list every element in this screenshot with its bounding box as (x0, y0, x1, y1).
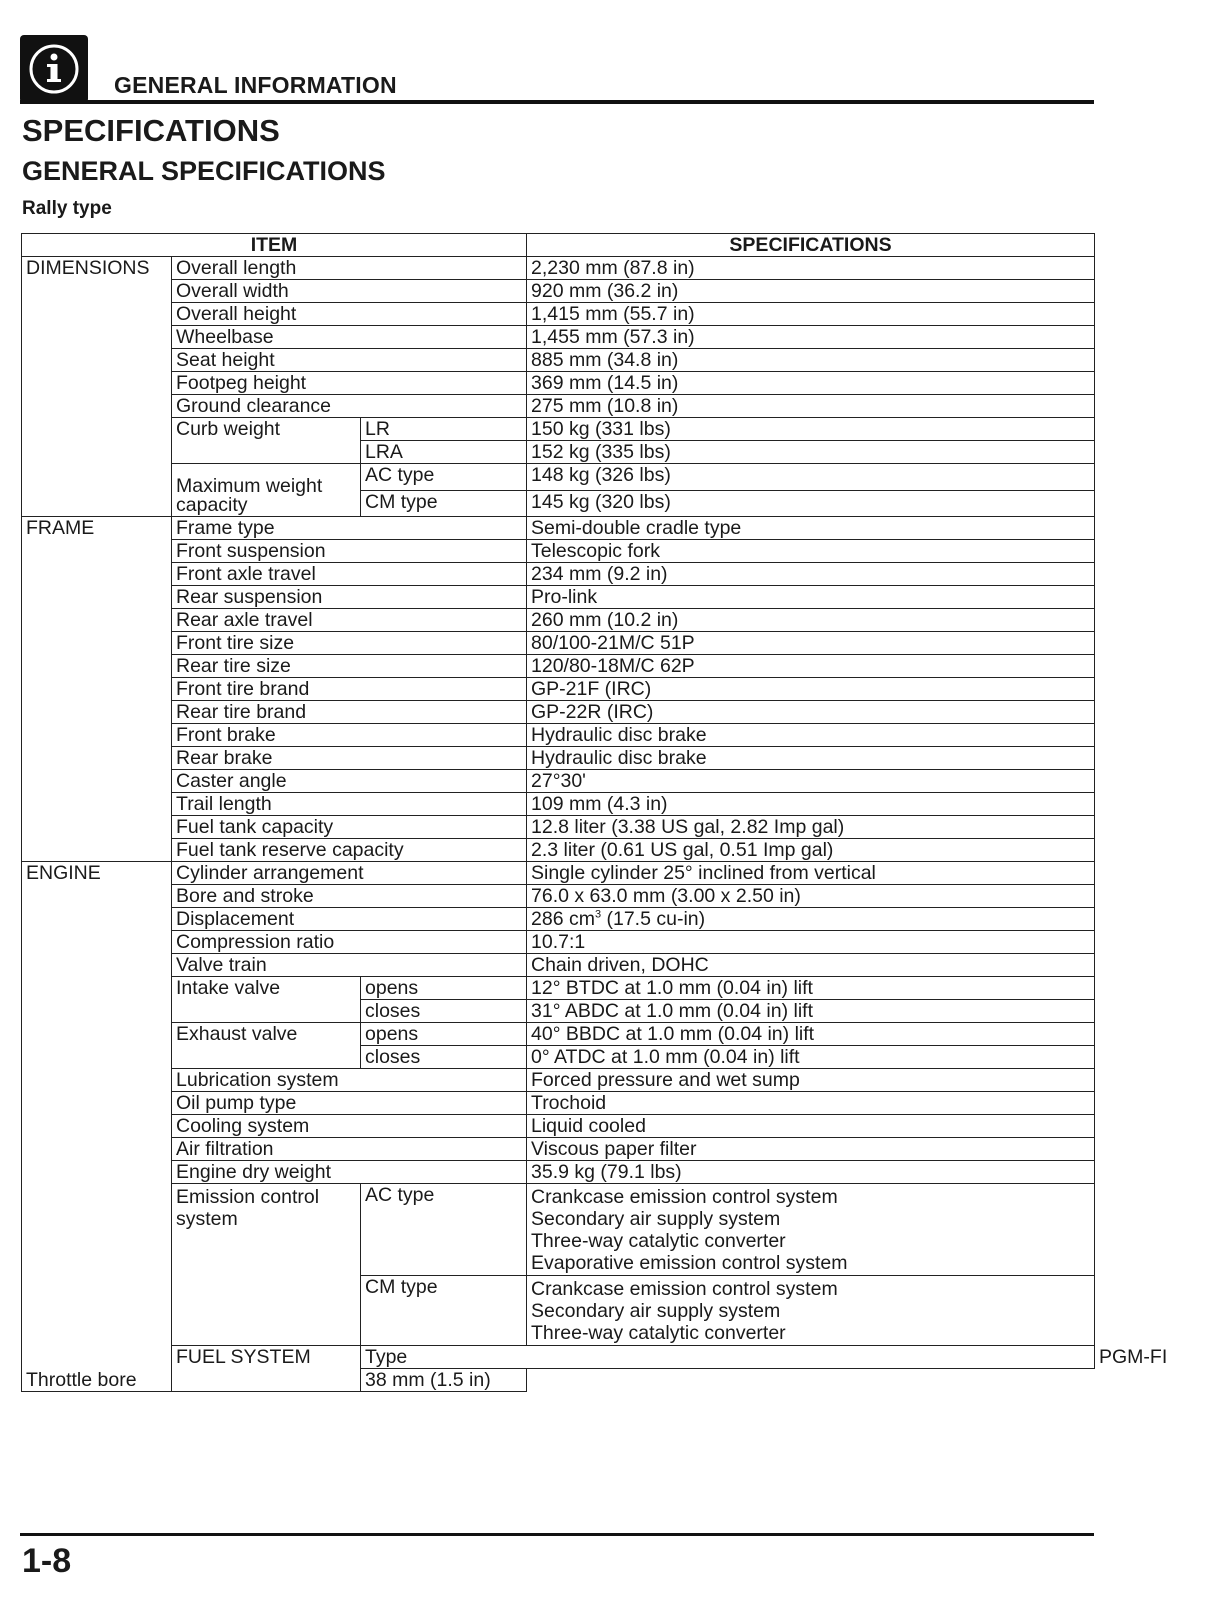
spec-value: Liquid cooled (527, 1115, 1095, 1138)
spec-value: 31° ABDC at 1.0 mm (0.04 in) lift (527, 1000, 1095, 1023)
spec-value: Trochoid (527, 1092, 1095, 1115)
spec-value: Hydraulic disc brake (527, 747, 1095, 770)
group-label: FRAME (22, 517, 172, 862)
superscript: 3 (594, 908, 602, 921)
table-row (22, 609, 1095, 632)
spec-value: 0° ATDC at 1.0 mm (0.04 in) lift (527, 1046, 1095, 1069)
variant-label: Rally type (22, 198, 112, 219)
specifications-table (21, 233, 1168, 1392)
header-rule (20, 100, 1094, 104)
sub-item-label: closes (361, 1046, 527, 1069)
spec-value: 120/80-18M/C 62P (527, 655, 1095, 678)
spec-value (527, 908, 1095, 931)
spec-value: Hydraulic disc brake (527, 724, 1095, 747)
spec-value: Semi-double cradle type (527, 517, 1095, 540)
spec-value-line: Evaporative emission control system (531, 1252, 848, 1274)
item-label: Overall height (172, 303, 527, 326)
table-row (22, 678, 1095, 701)
item-label: Engine dry weight (172, 1161, 527, 1184)
sub-item-label: LR (361, 418, 527, 441)
table-row (22, 540, 1095, 563)
spec-value: Chain driven, DOHC (527, 954, 1095, 977)
page-subtitle: GENERAL SPECIFICATIONS (22, 156, 386, 186)
table-row (22, 770, 1095, 793)
spec-value: 1,415 mm (55.7 in) (527, 303, 1095, 326)
spec-value: GP-21F (IRC) (527, 678, 1095, 701)
table-row (22, 1161, 1095, 1184)
sub-item-label: LRA (361, 441, 527, 464)
table-row (22, 977, 1095, 1000)
item-label-line: capacity (176, 494, 248, 516)
item-label (172, 1184, 361, 1346)
item-label: Front axle travel (172, 563, 527, 586)
spec-value (527, 1276, 1095, 1346)
item-label: Overall width (172, 280, 527, 303)
spec-value: 38 mm (1.5 in) (361, 1369, 527, 1392)
spec-value: 80/100-21M/C 51P (527, 632, 1095, 655)
item-label: Compression ratio (172, 931, 527, 954)
item-label-line: Emission control (176, 1186, 320, 1208)
sub-item-label: AC type (361, 1184, 527, 1276)
spec-value-line: Secondary air supply system (531, 1208, 781, 1230)
table-row (22, 586, 1095, 609)
spec-value: Viscous paper filter (527, 1138, 1095, 1161)
table-row (22, 816, 1095, 839)
table-row (22, 655, 1095, 678)
spec-value: 27°30' (527, 770, 1095, 793)
table-row (22, 1115, 1095, 1138)
item-label: Lubrication system (172, 1069, 527, 1092)
spec-value: 2.3 liter (0.61 US gal, 0.51 Imp gal) (527, 839, 1095, 862)
spec-value: 76.0 x 63.0 mm (3.00 x 2.50 in) (527, 885, 1095, 908)
item-label: Rear tire brand (172, 701, 527, 724)
table-row (22, 632, 1095, 655)
spec-value: 2,230 mm (87.8 in) (527, 257, 1095, 280)
spec-value: 234 mm (9.2 in) (527, 563, 1095, 586)
section-title: GENERAL INFORMATION (114, 72, 397, 98)
spec-value-text: (17.5 cu-in) (601, 908, 706, 930)
table-row (22, 464, 1095, 491)
item-label: Type (361, 1346, 1095, 1369)
item-label: Fuel tank reserve capacity (172, 839, 527, 862)
spec-value-line: Crankcase emission control system (531, 1278, 838, 1300)
spec-value-text: 286 cm (531, 908, 595, 930)
item-label-line: Maximum weight (176, 475, 323, 497)
table-row (22, 349, 1095, 372)
sub-item-label: CM type (361, 1276, 527, 1346)
table-row (22, 793, 1095, 816)
table-row (22, 954, 1095, 977)
table-row (22, 885, 1095, 908)
column-header-item: ITEM (22, 234, 527, 257)
spec-value: 145 kg (320 lbs) (527, 490, 1095, 517)
table-row (22, 1092, 1095, 1115)
spec-value: 148 kg (326 lbs) (527, 464, 1095, 491)
item-label: Bore and stroke (172, 885, 527, 908)
item-label: Wheelbase (172, 326, 527, 349)
table-row (22, 862, 1095, 885)
sub-item-label: opens (361, 1023, 527, 1046)
item-label: Front tire brand (172, 678, 527, 701)
spec-value: 920 mm (36.2 in) (527, 280, 1095, 303)
spec-value: 369 mm (14.5 in) (527, 372, 1095, 395)
spec-value: Forced pressure and wet sump (527, 1069, 1095, 1092)
table-header-row (22, 234, 1095, 257)
item-label: Front brake (172, 724, 527, 747)
item-label: Valve train (172, 954, 527, 977)
spec-value: Single cylinder 25° inclined from vertical (527, 862, 1095, 885)
spec-value-line: Secondary air supply system (531, 1300, 781, 1322)
spec-value: 10.7:1 (527, 931, 1095, 954)
item-label: Displacement (172, 908, 527, 931)
spec-value: 12° BTDC at 1.0 mm (0.04 in) lift (527, 977, 1095, 1000)
group-label: FUEL SYSTEM (172, 1346, 361, 1392)
item-label-line: system (176, 1208, 238, 1230)
item-label: Overall length (172, 257, 527, 280)
table-row (22, 395, 1095, 418)
sub-item-label: AC type (361, 464, 527, 491)
spec-value: Telescopic fork (527, 540, 1095, 563)
table-row (22, 931, 1095, 954)
item-label: Cylinder arrangement (172, 862, 527, 885)
table-row (22, 257, 1095, 280)
table-row (22, 280, 1095, 303)
spec-value (527, 1184, 1095, 1276)
item-label: Footpeg height (172, 372, 527, 395)
item-label: Cooling system (172, 1115, 527, 1138)
table-row (22, 517, 1095, 540)
table-row (22, 1023, 1095, 1046)
table-row (22, 1138, 1095, 1161)
item-label: Fuel tank capacity (172, 816, 527, 839)
item-label: Rear suspension (172, 586, 527, 609)
table-row (22, 724, 1095, 747)
spec-value-line: Three-way catalytic converter (531, 1230, 786, 1252)
table-row (22, 418, 1095, 441)
item-label: Seat height (172, 349, 527, 372)
item-label: Front tire size (172, 632, 527, 655)
spec-value: GP-22R (IRC) (527, 701, 1095, 724)
item-label: Air filtration (172, 1138, 527, 1161)
spec-value: 150 kg (331 lbs) (527, 418, 1095, 441)
page-title: SPECIFICATIONS (22, 113, 280, 148)
table-row (22, 747, 1095, 770)
spec-value: 275 mm (10.8 in) (527, 395, 1095, 418)
item-label: Curb weight (172, 418, 361, 464)
item-label: Oil pump type (172, 1092, 527, 1115)
table-row (22, 372, 1095, 395)
column-header-specifications: SPECIFICATIONS (527, 234, 1095, 257)
item-label: Rear brake (172, 747, 527, 770)
spec-value: 1,455 mm (57.3 in) (527, 326, 1095, 349)
item-label: Front suspension (172, 540, 527, 563)
item-label: Frame type (172, 517, 527, 540)
spec-value: 260 mm (10.2 in) (527, 609, 1095, 632)
table-row (22, 326, 1095, 349)
table-row (22, 1369, 1095, 1392)
item-label: Rear axle travel (172, 609, 527, 632)
table-row (22, 1184, 1095, 1276)
spec-value-line: Crankcase emission control system (531, 1186, 838, 1208)
spec-value: 40° BBDC at 1.0 mm (0.04 in) lift (527, 1023, 1095, 1046)
spec-value: Pro-link (527, 586, 1095, 609)
item-label: Rear tire size (172, 655, 527, 678)
sub-item-label: closes (361, 1000, 527, 1023)
spec-value: 152 kg (335 lbs) (527, 441, 1095, 464)
spec-value: 885 mm (34.8 in) (527, 349, 1095, 372)
page-number: 1-8 (22, 1542, 72, 1580)
table-row (22, 701, 1095, 724)
table-row (22, 839, 1095, 862)
footer-rule (20, 1533, 1094, 1536)
group-label: DIMENSIONS (22, 257, 172, 517)
item-label: Throttle bore (22, 1369, 361, 1392)
spec-value: 12.8 liter (3.38 US gal, 2.82 Imp gal) (527, 816, 1095, 839)
info-icon (20, 35, 88, 103)
item-label: Trail length (172, 793, 527, 816)
item-label: Exhaust valve (172, 1023, 361, 1069)
item-label: Intake valve (172, 977, 361, 1023)
table-row (22, 908, 1095, 931)
sub-item-label: opens (361, 977, 527, 1000)
item-label: Caster angle (172, 770, 527, 793)
item-label (172, 464, 361, 517)
group-label: ENGINE (22, 862, 172, 1369)
spec-value: 109 mm (4.3 in) (527, 793, 1095, 816)
table-row (22, 1069, 1095, 1092)
spec-value: 35.9 kg (79.1 lbs) (527, 1161, 1095, 1184)
item-label: Ground clearance (172, 395, 527, 418)
table-row: FUEL SYSTEM Type PGM-FI (22, 1346, 1095, 1369)
table-row (22, 563, 1095, 586)
sub-item-label: CM type (361, 490, 527, 517)
spec-value-line: Three-way catalytic converter (531, 1322, 786, 1344)
table-row (22, 303, 1095, 326)
